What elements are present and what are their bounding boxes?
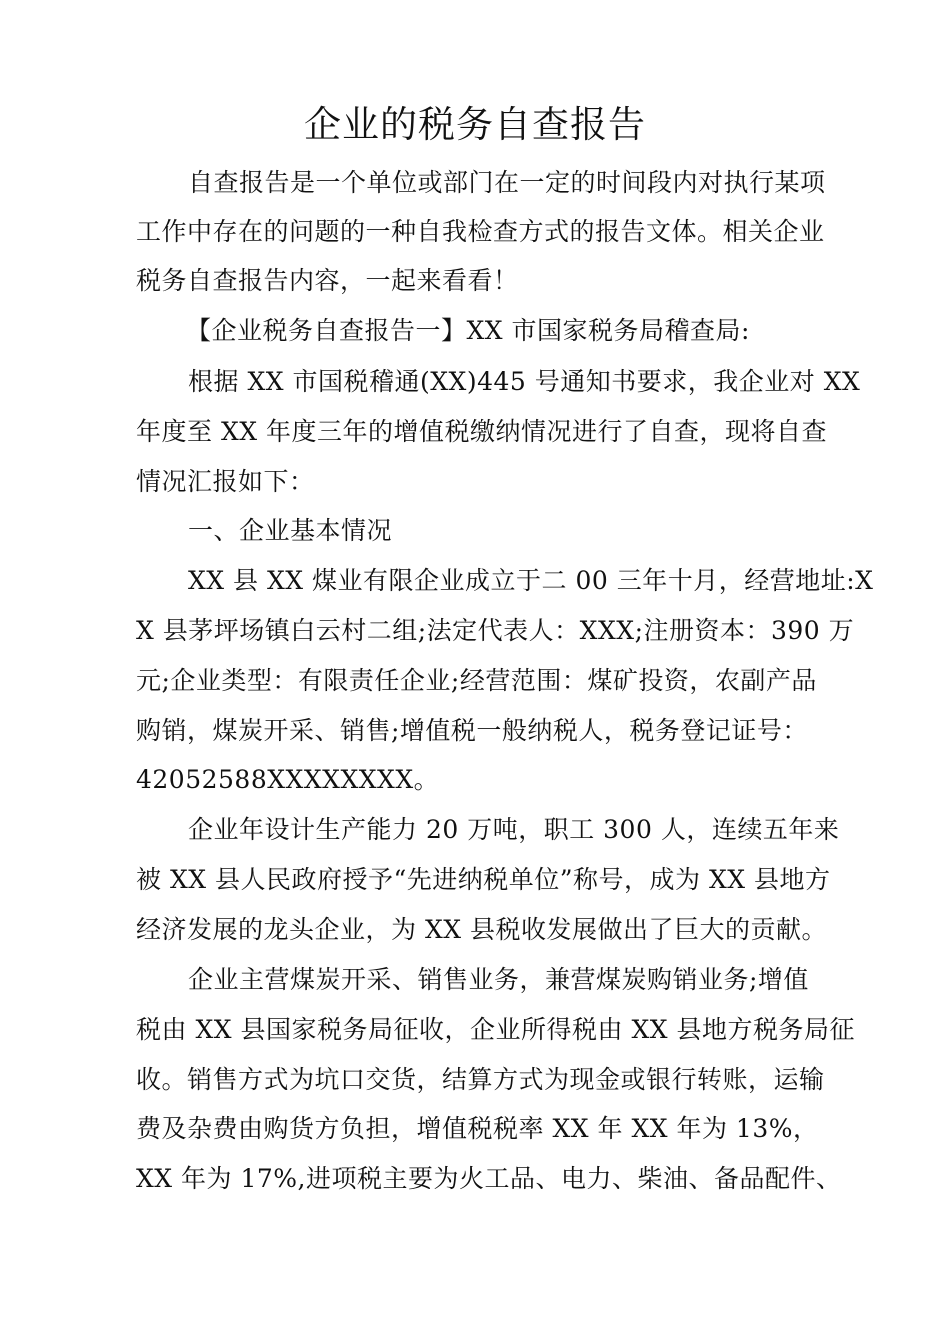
paragraph-line: 收。销售方式为坑口交货，结算方式为现金或银行转账，运输 (136, 1065, 825, 1094)
section-heading: 一、企业基本情况 (188, 516, 393, 545)
paragraph-line: 年度至 XX 年度三年的增值税缴纳情况进行了自查，现将自查 (136, 417, 827, 446)
paragraph-line: 自查报告是一个单位或部门在一定的时间段内对执行某项 (188, 168, 826, 197)
paragraph-line: 企业年设计生产能力 20 万吨，职工 300 人，连续五年来 (188, 815, 840, 844)
paragraph-line: 情况汇报如下： (136, 467, 315, 496)
paragraph-line: 根据 XX 市国税稽通(XX)445 号通知书要求，我企业对 XX (188, 367, 861, 396)
paragraph-line: 企业主营煤炭开采、销售业务，兼营煤炭购销业务;增值 (188, 965, 809, 994)
paragraph-line: X 县茅坪场镇白云村二组;法定代表人：XXX;注册资本：390 万 (136, 616, 855, 645)
paragraph-line: 【企业税务自查报告一】XX 市国家税务局稽查局: (186, 316, 750, 345)
paragraph-line: XX 年为 17%,进项税主要为火工品、电力、柴油、备品配件、 (136, 1164, 842, 1193)
document-title: 企业的税务自查报告 (304, 103, 646, 146)
paragraph-line: 被 XX 县人民政府授予“先进纳税单位”称号，成为 XX 县地方 (136, 865, 831, 894)
paragraph-line: 购销，煤炭开采、销售;增值税一般纳税人，税务登记证号： (136, 716, 808, 745)
paragraph-line: 费及杂费由购货方负担，增值税税率 XX 年 XX 年为 13%， (136, 1114, 819, 1143)
paragraph-line: 42052588XXXXXXXX。 (136, 765, 440, 794)
paragraph-line: 经济发展的龙头企业，为 XX 县税收发展做出了巨大的贡献。 (136, 915, 827, 944)
paragraph-line: 元;企业类型：有限责任企业;经营范围：煤矿投资，农副产品 (136, 666, 817, 695)
paragraph-line: 税由 XX 县国家税务局征收，企业所得税由 XX 县地方税务局征 (136, 1015, 855, 1044)
paragraph-line: 税务自查报告内容，一起来看看！ (136, 266, 519, 295)
paragraph-line: 工作中存在的问题的一种自我检查方式的报告文体。相关企业 (136, 217, 825, 246)
paragraph-line: XX 县 XX 煤业有限企业成立于二 00 三年十月，经营地址:X (188, 566, 874, 595)
